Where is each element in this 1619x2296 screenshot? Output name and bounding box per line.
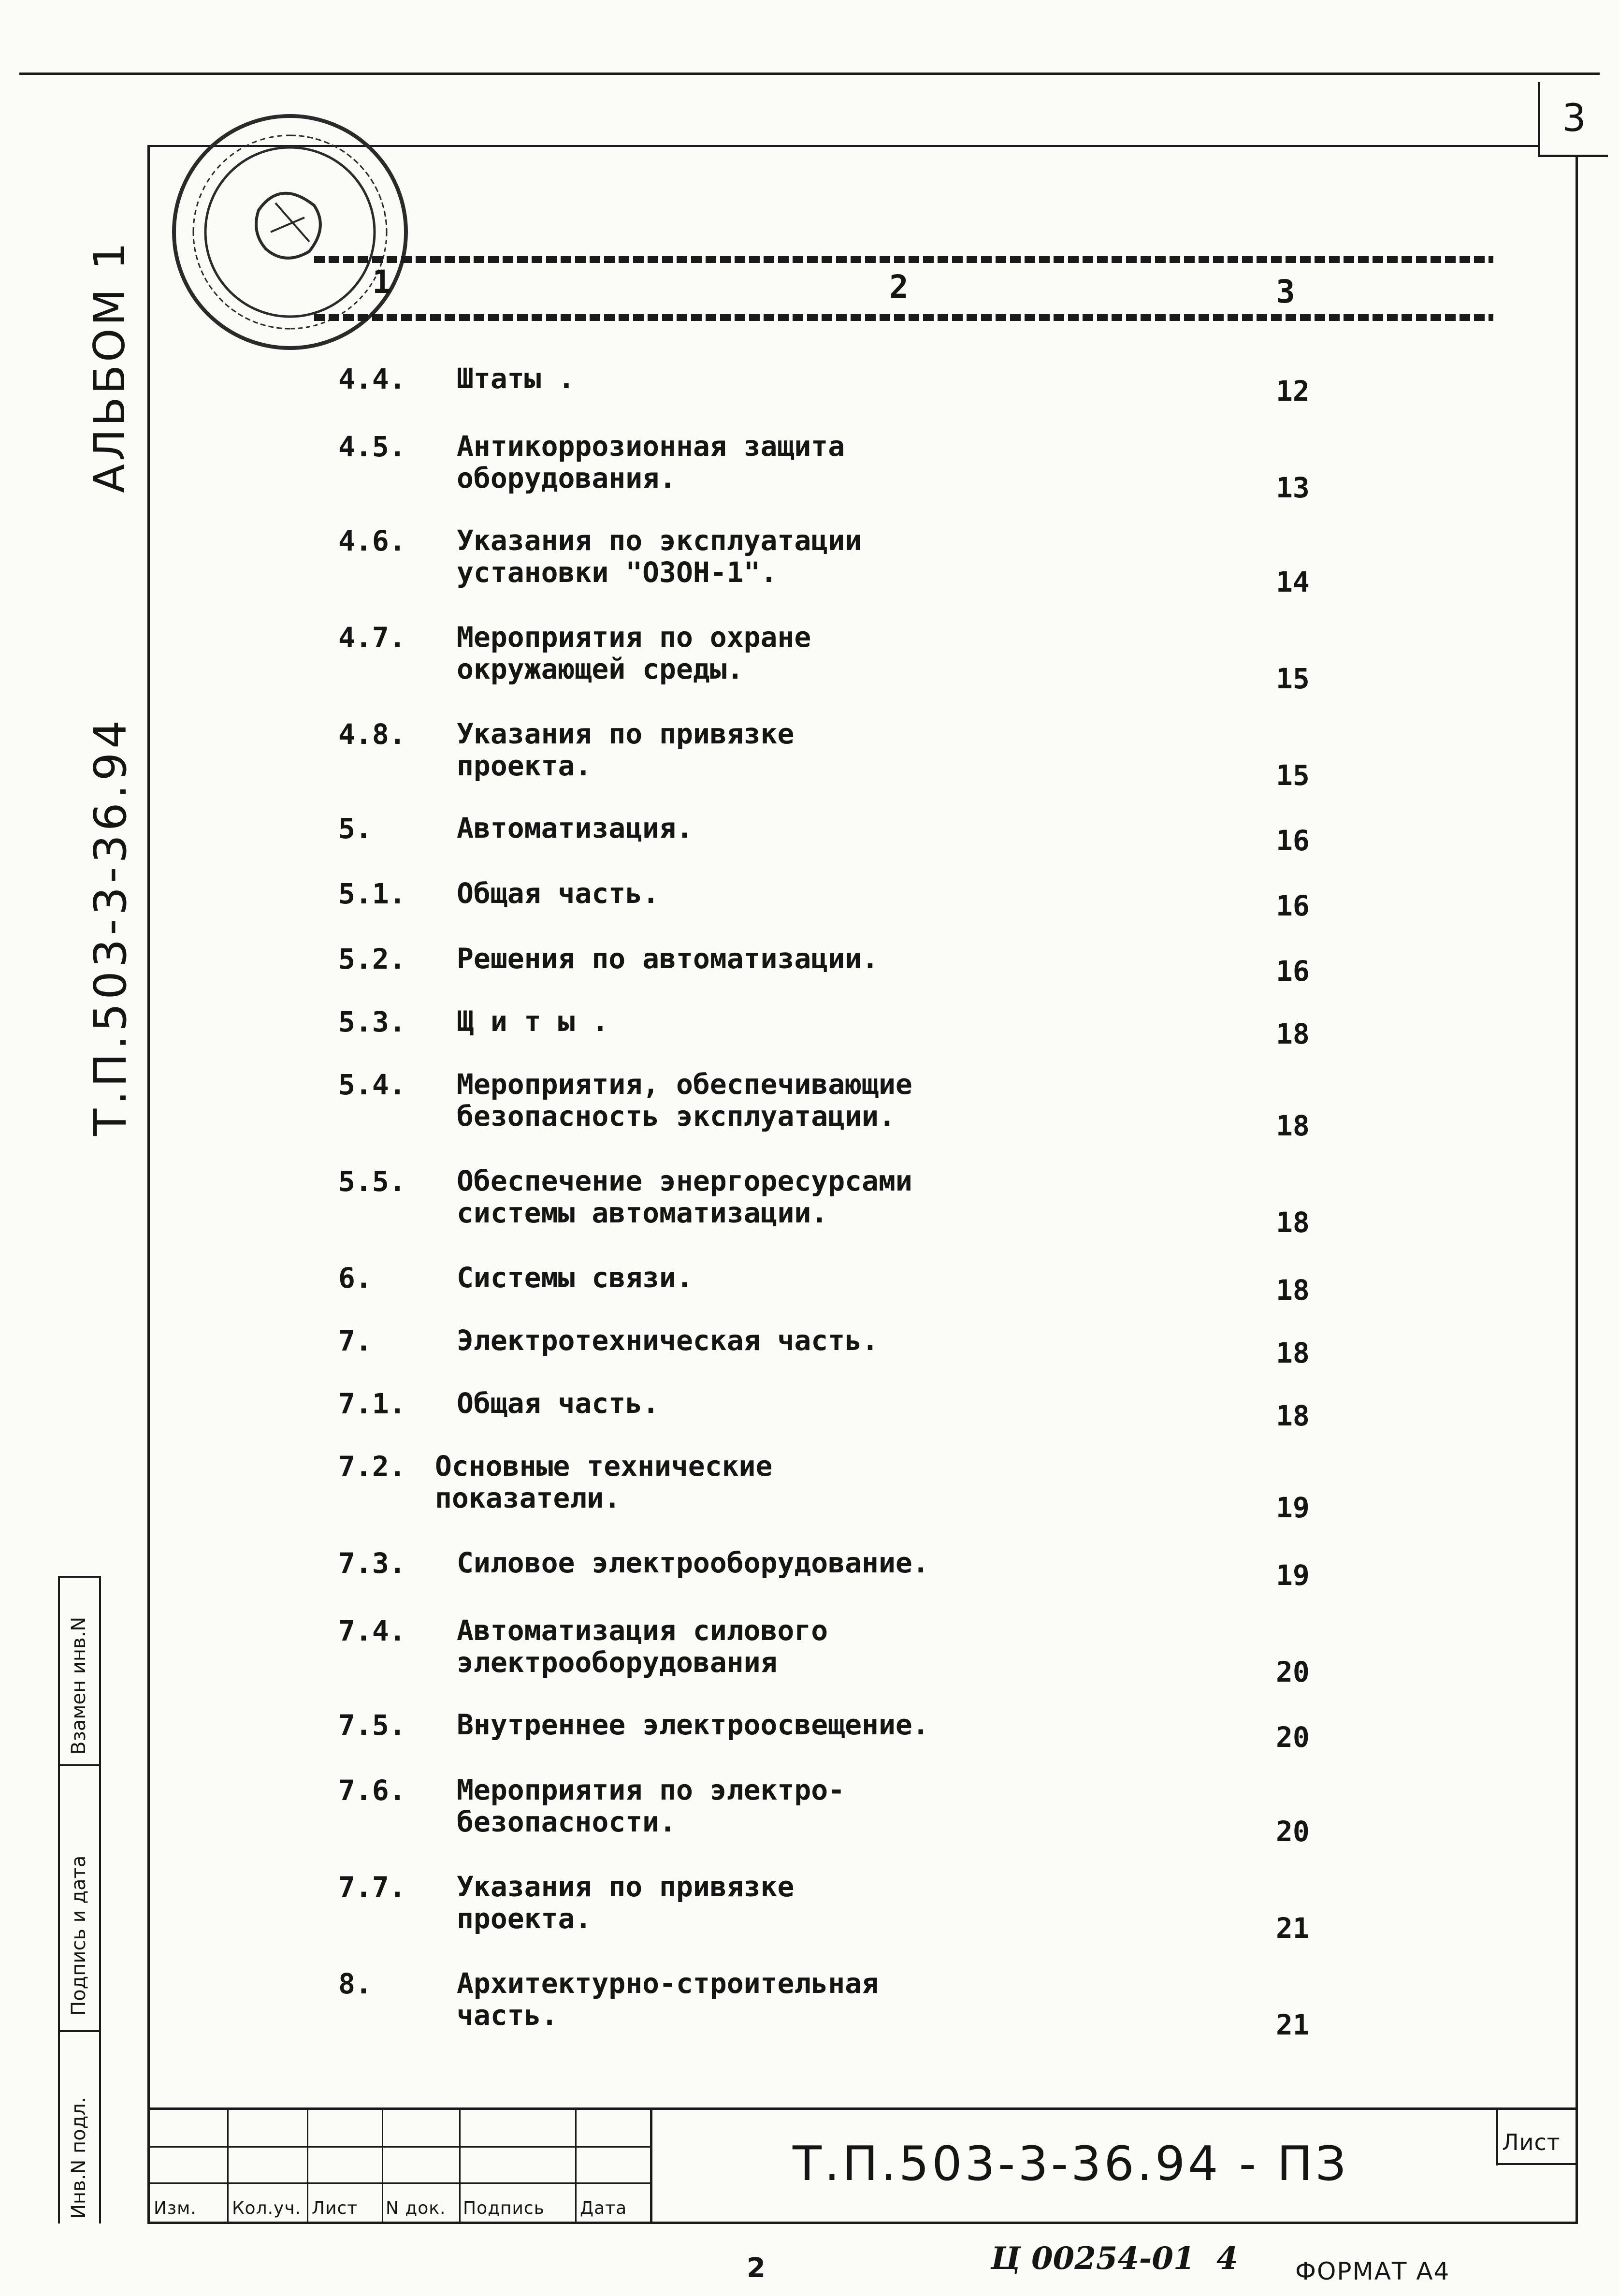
item-number: 7.4. [338, 1614, 406, 1647]
footer-page-number: 2 [747, 2252, 766, 2284]
side-stamp-top [58, 1576, 101, 1578]
list-item [338, 1068, 1498, 1155]
header-rule-top [314, 256, 1493, 263]
footer-handwritten-number: Ц 00254-01 4 [991, 2240, 1238, 2277]
tb-col4 [459, 2107, 461, 2223]
top-border [19, 73, 1600, 75]
item-page: 18 [1276, 1337, 1310, 1369]
item-title: Основные технические показатели. [435, 1450, 773, 1514]
tb-col5 [575, 2107, 577, 2223]
item-number: 8. [338, 1967, 372, 2000]
tb-sheet-row [1496, 2163, 1578, 2165]
tb-col-data: Дата [580, 2198, 627, 2218]
item-number: 7.2. [338, 1450, 406, 1483]
tb-sheet-div [1496, 2107, 1498, 2165]
sheet-number: 3 [1538, 82, 1608, 157]
item-page: 18 [1276, 1399, 1310, 1432]
item-title: Автоматизация. [457, 812, 693, 844]
tb-col-list: Лист [312, 2198, 358, 2218]
header-col-3: 3 [1276, 273, 1295, 310]
list-item [338, 718, 1498, 805]
item-title: Штаты . [457, 362, 575, 395]
item-number: 7.5. [338, 1709, 406, 1742]
item-number: 5.2. [338, 943, 406, 975]
tb-right-div [650, 2107, 652, 2223]
item-title: Системы связи. [457, 1261, 693, 1294]
item-page: 21 [1276, 2008, 1310, 2041]
item-title: Мероприятия по электро- безопасности. [457, 1773, 845, 1838]
item-title: Решения по автоматизации. [457, 942, 879, 975]
item-number: 4.8. [338, 718, 406, 751]
item-number: 5.3. [338, 1005, 406, 1038]
side-designation: Т.П.503-3-36.94 [85, 716, 136, 1136]
item-page: 16 [1276, 824, 1310, 857]
header-col-1: 1 [372, 263, 391, 301]
item-page: 15 [1276, 662, 1310, 695]
item-page: 16 [1276, 889, 1310, 922]
header-col-2: 2 [889, 268, 909, 305]
item-page: 15 [1276, 759, 1310, 792]
list-item [338, 1450, 1498, 1537]
item-page: 19 [1276, 1559, 1310, 1592]
item-number: 7.3. [338, 1547, 406, 1580]
item-title: Мероприятия по охране окружающей среды. [457, 621, 811, 685]
item-title: Силовое электрооборудование. [457, 1546, 929, 1579]
item-number: 5.4. [338, 1068, 406, 1101]
tb-row1 [147, 2146, 650, 2148]
item-number: 6. [338, 1262, 372, 1294]
item-page: 21 [1276, 1912, 1310, 1945]
item-title: Мероприятия, обеспечивающие безопасность эксплуатации. [457, 1068, 912, 1133]
tb-col-n-dok: N док. [386, 2198, 446, 2218]
item-number: 7.1. [338, 1387, 406, 1420]
item-title: Общая часть. [457, 1387, 660, 1420]
side-vzamen-inv: Взамен инв.N [68, 1616, 90, 1755]
frame-right [1576, 155, 1578, 2223]
list-item [338, 1165, 1498, 1252]
item-page: 20 [1276, 1815, 1310, 1848]
title-block-designation: Т.П.503-3-36.94 - ПЗ [793, 2136, 1349, 2192]
album-label: АЛЬБОМ 1 [85, 239, 134, 493]
item-page: 13 [1276, 471, 1310, 504]
list-item [338, 524, 1498, 611]
item-title: Указания по привязке проекта. [457, 717, 795, 782]
item-title: Обеспечение энергоресурсами системы автоматизации. [457, 1164, 912, 1229]
item-page: 18 [1276, 1206, 1310, 1239]
list-item [338, 1871, 1498, 1958]
side-stamp-left [58, 1576, 60, 2223]
item-page: 20 [1276, 1656, 1310, 1688]
tb-col3 [382, 2107, 383, 2223]
item-title: Внутреннее электроосвещение. [457, 1708, 929, 1741]
list-item [338, 1967, 1498, 2054]
item-title: Электротехническая часть. [457, 1324, 879, 1357]
item-number: 4.6. [338, 524, 406, 557]
frame-left [147, 145, 150, 2223]
title-block-sheet-label: Лист [1502, 2129, 1561, 2155]
item-number: 7.7. [338, 1871, 406, 1904]
item-page: 16 [1276, 955, 1310, 988]
item-page: 12 [1276, 375, 1310, 407]
footer-format: ФОРМАТ А4 [1295, 2257, 1450, 2285]
item-title: Щ и т ы . [457, 1005, 609, 1038]
item-page: 18 [1276, 1274, 1310, 1307]
tb-col1 [227, 2107, 229, 2223]
item-number: 5.1. [338, 877, 406, 910]
tb-col-kol-uch: Кол.уч. [232, 2198, 302, 2218]
item-number: 7. [338, 1324, 372, 1357]
item-page: 19 [1276, 1491, 1310, 1524]
tb-row2 [147, 2182, 650, 2184]
header-rule-bottom [314, 314, 1493, 321]
item-title: Общая часть. [457, 877, 660, 910]
item-page: 20 [1276, 1721, 1310, 1754]
item-page: 18 [1276, 1109, 1310, 1142]
side-stamp-div2 [58, 2030, 101, 2032]
list-item [338, 1774, 1498, 1861]
item-number: 7.6. [338, 1774, 406, 1807]
frame-bottom [147, 2222, 1578, 2224]
tb-col-izm: Изм. [154, 2198, 197, 2218]
item-title: Автоматизация силового электрооборудования [457, 1614, 828, 1679]
side-podpis-data: Подпись и дата [68, 1855, 90, 2016]
tb-top [147, 2107, 1578, 2110]
item-number: 4.4. [338, 363, 406, 395]
item-number: 5. [338, 812, 372, 845]
item-page: 18 [1276, 1017, 1310, 1050]
tb-col2 [307, 2107, 308, 2223]
item-title: Архитектурно-строительная часть. [457, 1967, 879, 2032]
list-item [338, 430, 1498, 517]
item-number: 5.5. [338, 1165, 406, 1198]
item-title: Указания по привязке проекта. [457, 1870, 795, 1935]
item-title: Указания по эксплуатации установки "ОЗОН-1". [457, 524, 862, 589]
tb-col-podpis: Подпись [463, 2198, 545, 2218]
list-item [338, 1614, 1498, 1701]
item-number: 4.7. [338, 621, 406, 654]
side-stamp-div1 [58, 1764, 101, 1766]
item-title: Антикоррозионная защита оборудования. [457, 430, 845, 494]
list-item [338, 621, 1498, 708]
side-stamp-right [99, 1576, 101, 2223]
item-page: 14 [1276, 566, 1310, 598]
item-number: 4.5. [338, 430, 406, 463]
side-inv-podl: Инв.N подл. [68, 2097, 90, 2219]
